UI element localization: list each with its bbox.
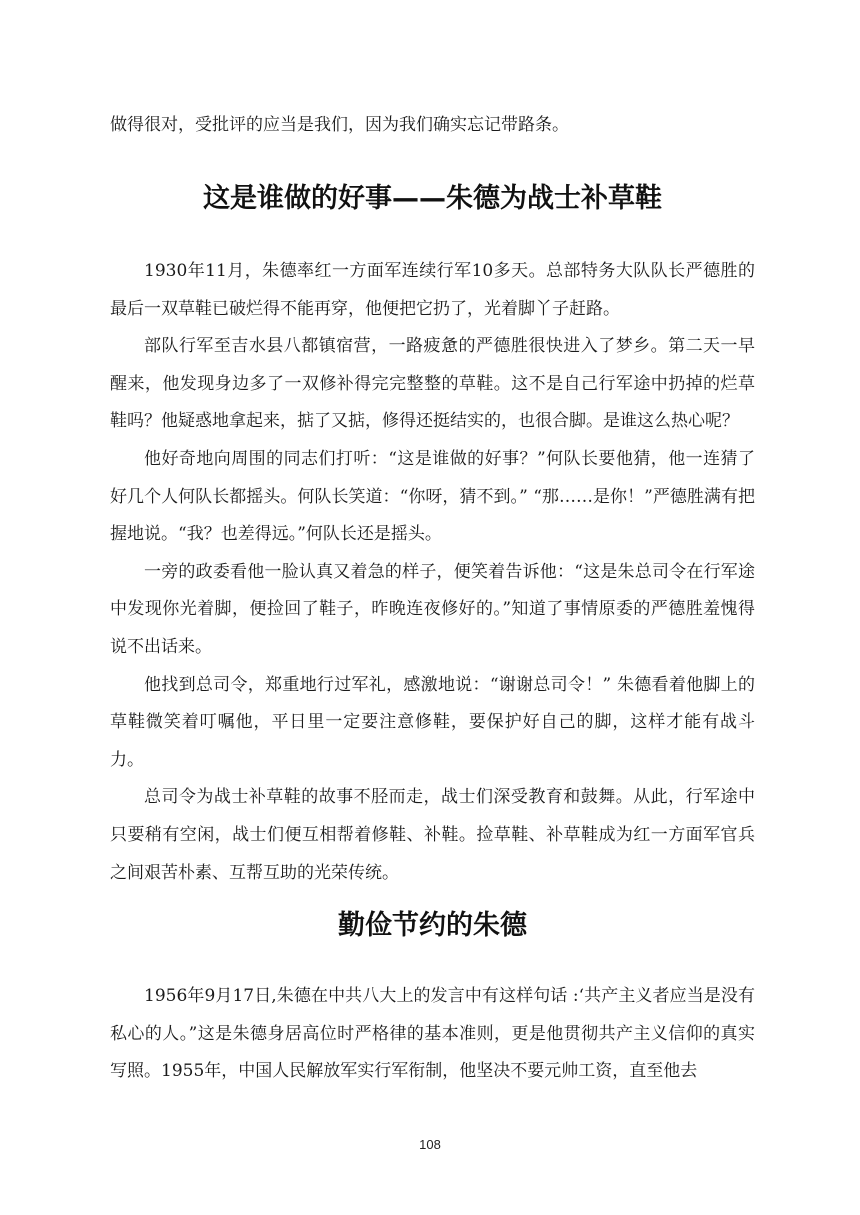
section-title-2: 勤俭节约的朱德 — [338, 910, 527, 941]
section-1-body — [110, 253, 755, 892]
paragraph: 部队行军至吉水县八都镇宿营，一路疲惫的严德胜很快进入了梦乡。第二天一早醒来，他发现身边多了一双修补得完完整整的草鞋。这不是自己行军途中扔掉的烂草鞋吗？他疑惑地拿起来，掂了又掂，修得还挺结实的，也很合脚。是谁这么热心呢？ — [110, 336, 755, 432]
continued-paragraph — [110, 107, 755, 145]
paragraph: 一旁的政委看他一脸认真又着急的样子，便笑着告诉他：“这是朱总司令在行军途中发现你光着脚，便捡回了鞋子，昨晚连夜修好的。”知道了事情原委的严德胜羞愧得说不出话来。 — [110, 561, 755, 657]
intro-line: 做得很对，受批评的应当是我们，因为我们确实忘记带路条。 — [110, 115, 569, 135]
page-number: 108 — [419, 1137, 441, 1152]
paragraph: 1956年9月17日,朱德在中共八大上的发言中有这样句话 :‘共产主义者应当是没有私心的人。”这是朱德身居高位时严格律的基本准则，更是他贯彻共产主义信仰的真实写照。1955年，中国人民解放军实行军衔制，他坚决不要元帅工资，直至他去 — [110, 986, 755, 1082]
section-2-body — [110, 978, 755, 1091]
paragraph: 1930年11月，朱德率红一方面军连续行军10多天。总部特务大队队长严德胜的最后一双草鞋已破烂得不能再穿，他便把它扔了，光着脚丫子赶路。 — [110, 261, 755, 319]
paragraph: 总司令为战士补草鞋的故事不胫而走，战士们深受教育和鼓舞。从此，行军途中只要稍有空闲，战士们便互相帮着修鞋、补鞋。捡草鞋、补草鞋成为红一方面军官兵之间艰苦朴素、互帮互助的光荣传统。 — [110, 787, 755, 883]
section-title-1: 这是谁做的好事——朱德为战士补草鞋 — [203, 183, 662, 214]
paragraph: 他好奇地向周围的同志们打听：“这是谁做的好事？”何队长要他猜，他一连猜了好几个人何队长都摇头。何队长笑道：“你呀，猜不到。” “那……是你！”严德胜满有把握地说。“我？也差得远。”何队长还是摇头。 — [110, 448, 755, 545]
paragraph: 他找到总司令，郑重地行过军礼，感激地说：“谢谢总司令！” 朱德看着他脚上的草鞋微笑着叮嘱他，平日里一定要注意修鞋，要保护好自己的脚，这样才能有战斗力。 — [110, 674, 755, 770]
